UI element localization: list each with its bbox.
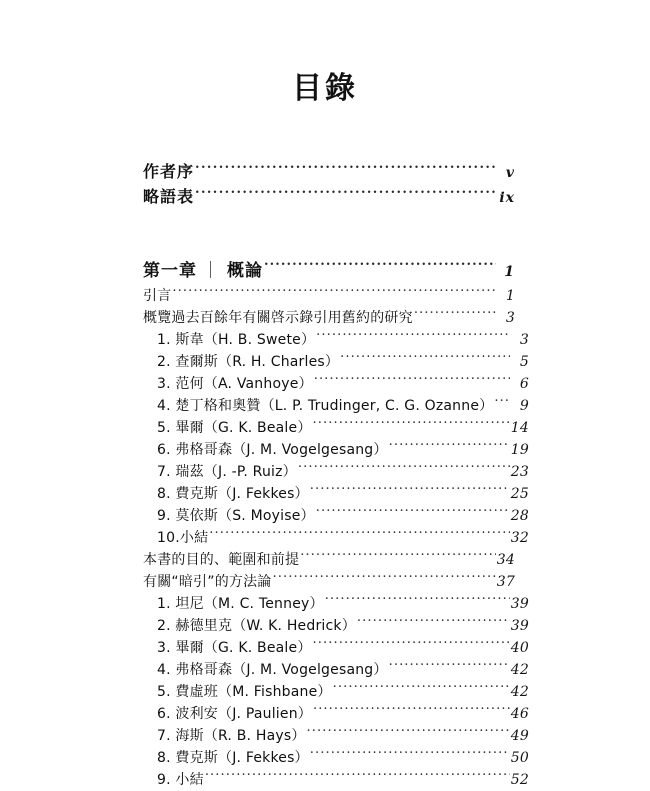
dot-leader [307, 726, 510, 740]
dot-leader [313, 418, 510, 432]
dot-leader [264, 259, 496, 276]
toc-entry-item[interactable] [143, 439, 529, 461]
toc-entry-page: 42 [510, 662, 529, 678]
dot-leader [313, 638, 510, 652]
toc-entry-item[interactable] [143, 417, 529, 439]
toc-entry-item[interactable] [143, 659, 529, 681]
dot-leader [389, 660, 510, 674]
toc-entry-page: ix [499, 190, 515, 206]
dot-leader [195, 186, 496, 202]
toc-entry-chapter-1[interactable] [143, 258, 515, 285]
toc-entry-label: 8. 費克斯（J. Fekkes） [157, 750, 309, 766]
toc-entry-label: 5. 費虛班（M. Fishbane） [157, 684, 332, 700]
toc-entry-front-abbreviations[interactable] [143, 185, 515, 210]
toc-entry-label: 3. 范何（A. Vanhoye） [157, 376, 313, 392]
dot-leader [310, 484, 510, 498]
toc-entry-page: 23 [510, 464, 529, 480]
toc-entry-front-preface[interactable] [143, 160, 515, 185]
dot-leader [313, 704, 510, 718]
dot-leader [357, 616, 510, 630]
toc-entry-label: 2. 查爾斯（R. H. Charles） [157, 354, 340, 370]
toc-entry-page: 49 [510, 728, 529, 744]
toc-entry-label: 3. 畢爾（G. K. Beale） [157, 640, 312, 656]
toc-entry-section[interactable] [143, 285, 515, 307]
toc-entry-item[interactable] [143, 747, 529, 769]
toc-entry-page: 3 [505, 310, 515, 326]
dot-leader [314, 374, 510, 388]
toc-entry-page: 39 [510, 596, 529, 612]
toc-entry-item[interactable] [143, 461, 529, 483]
toc-entry-item[interactable] [143, 351, 529, 373]
toc-entry-item[interactable] [143, 681, 529, 703]
toc-entry-page: v [505, 165, 515, 181]
toc-entry-item[interactable] [143, 637, 529, 659]
toc-entry-page: 5 [519, 354, 529, 370]
dot-leader [300, 550, 496, 564]
toc-entry-label: 1. 坦尼（M. C. Tenney） [157, 596, 324, 612]
dot-leader [195, 161, 496, 177]
toc-entry-label: 引言 [143, 288, 172, 304]
toc-entry-label: 4. 弗格哥森（J. M. Vogelgesang） [157, 662, 388, 678]
toc-entry-label: 本書的目的、範圍和前提 [143, 552, 300, 568]
chapter-number: 第一章 [143, 261, 197, 281]
dot-leader [325, 594, 510, 608]
dot-leader [316, 506, 510, 520]
toc-entry-label: 4. 楚丁格和奧贊（L. P. Trudinger, C. G. Ozanne） [157, 398, 494, 414]
chapter-separator: ｜ [202, 261, 220, 281]
toc-entry-label: 作者序 [143, 162, 195, 181]
dot-leader [389, 440, 510, 454]
toc-entry-page: 14 [510, 420, 529, 436]
toc-entry-label: 9. 莫依斯（S. Moyise） [157, 508, 315, 524]
toc-entry-page: 1 [505, 288, 515, 304]
toc-entry-label: 9. 小結 [157, 772, 204, 788]
toc-entry-page: 19 [510, 442, 529, 458]
dot-leader [273, 572, 496, 586]
dot-leader [205, 770, 510, 784]
toc-entry-item[interactable] [143, 703, 529, 725]
toc-entry-item[interactable] [143, 527, 529, 549]
toc-entry-label: 2. 赫德里克（W. K. Hedrick） [157, 618, 356, 634]
toc-entry-page: 9 [519, 398, 529, 414]
toc-entry-page: 46 [510, 706, 529, 722]
toc-entry-section[interactable] [143, 307, 515, 329]
dot-leader [310, 748, 510, 762]
spacer [143, 210, 515, 258]
toc-entry-page: 52 [510, 772, 529, 788]
toc-entry-label: 概覽過去百餘年有關啓示錄引用舊約的研究 [143, 310, 413, 326]
toc-entry-item[interactable] [143, 593, 529, 615]
toc-entry-rows [143, 285, 529, 791]
toc-entry-item[interactable] [143, 769, 529, 791]
toc-entry-label: 10.小結 [157, 530, 209, 546]
dot-leader [298, 462, 510, 476]
dot-leader [494, 396, 510, 410]
toc-entry-item[interactable] [143, 483, 529, 505]
toc-entry-page: 3 [519, 332, 529, 348]
toc-entry-page: 34 [496, 552, 515, 568]
toc-entry-label: 6. 弗格哥森（J. M. Vogelgesang） [157, 442, 388, 458]
toc-entry-label: 6. 波利安（J. Paulien） [157, 706, 312, 722]
toc-entry-page: 1 [504, 264, 515, 280]
toc-entry-page: 32 [510, 530, 529, 546]
toc-entry-section[interactable] [143, 549, 515, 571]
toc-entry-section[interactable] [143, 571, 515, 593]
toc-entry-item[interactable] [143, 373, 529, 395]
toc-entry-label: 1. 斯韋（H. B. Swete） [157, 332, 316, 348]
toc-entry-label: 8. 費克斯（J. Fekkes） [157, 486, 309, 502]
toc-list [143, 160, 529, 791]
dot-leader [316, 330, 510, 344]
toc-entry-page: 25 [510, 486, 529, 502]
toc-entry-label: 有關“暗引”的方法論 [143, 574, 272, 590]
toc-entry-page: 6 [519, 376, 529, 392]
toc-entry-page: 28 [510, 508, 529, 524]
dot-leader [172, 286, 496, 300]
toc-entry-page: 42 [510, 684, 529, 700]
dot-leader [209, 528, 510, 542]
toc-entry-item[interactable] [143, 725, 529, 747]
toc-entry-item[interactable] [143, 329, 529, 351]
toc-entry-page: 50 [510, 750, 529, 766]
toc-entry-label: 7. 瑞茲（J. -P. Ruiz） [157, 464, 297, 480]
dot-leader [340, 352, 510, 366]
toc-entry-page: 39 [510, 618, 529, 634]
toc-entry-item[interactable] [143, 615, 529, 637]
toc-entry-label: 略語表 [143, 187, 195, 206]
dot-leader [414, 308, 496, 322]
toc-entry-page: 37 [496, 574, 515, 590]
toc-entry-label: 7. 海斯（R. B. Hays） [157, 728, 306, 744]
toc-entry-label: 5. 畢爾（G. K. Beale） [157, 420, 312, 436]
dot-leader [333, 682, 510, 696]
page-title: 目錄 [292, 71, 358, 106]
toc-entry-item[interactable] [143, 395, 529, 417]
chapter-name: 概論 [227, 261, 263, 281]
toc-entry-item[interactable] [143, 505, 529, 527]
toc-entry-page: 40 [510, 640, 529, 656]
